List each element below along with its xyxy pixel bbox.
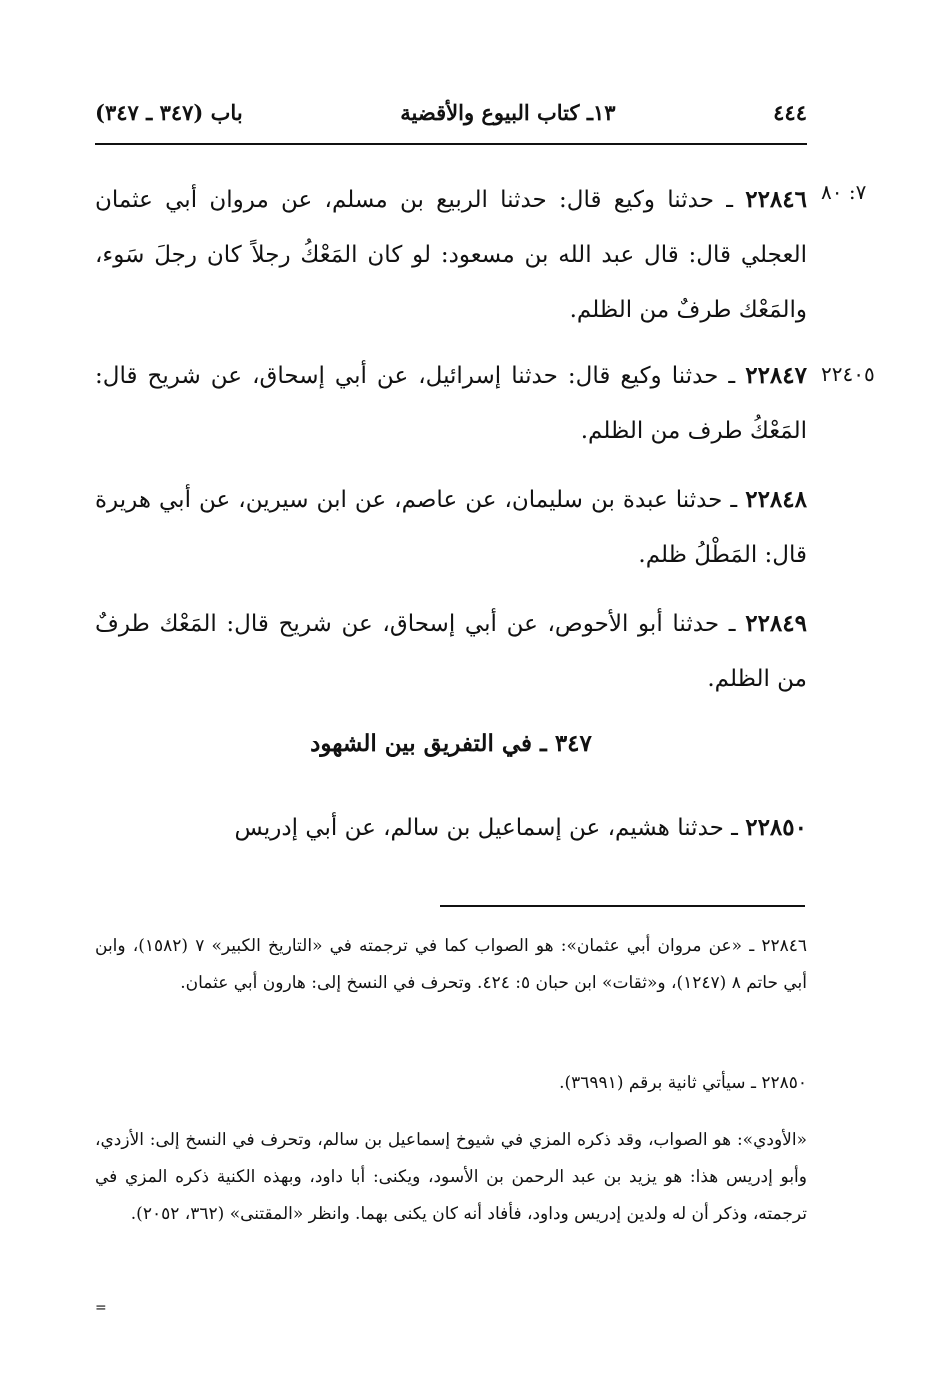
- margin-ref: ٧: ٨٠: [821, 180, 867, 204]
- header-rule: [95, 143, 807, 145]
- hadith-paragraph: [95, 348, 807, 459]
- footnote-rule: [440, 905, 805, 907]
- continuation-mark: =: [95, 1300, 107, 1316]
- book-title: ١٣ـ كتاب البيوع والأقضية: [400, 99, 616, 125]
- hadith-number: ٢٢٨٥٠: [745, 814, 807, 841]
- hadith-text: ـ حدثنا وكيع قال: حدثنا الربيع بن مسلم، عن مروان أبي عثمان العجلي قال: قال عبد الله بن مسعود: لو كان المَعْكُ رجلاً كان رجلَ سَوء، والمَعْك طرفٌ من الظلم.: [95, 187, 807, 323]
- hadith-paragraph: [95, 596, 807, 707]
- section-title: ٣٤٧ ـ في التفريق بين الشهود: [310, 730, 592, 757]
- page-number: ٤٤٤: [773, 99, 807, 125]
- chapter-range: باب (٣٤٧ ـ ٣٤٧): [95, 99, 243, 125]
- footnote: ٢٢٨٤٦ ـ «عن مروان أبي عثمان»: هو الصواب كما في ترجمته في «التاريخ الكبير» ٧ (١٥٨٢)، وابن أبي حاتم ٨ (١٢٤٧)، و«ثقات» ابن حبان ٥: ٤٢٤. وتحرف في النسخ إلى: هارون أبي عثمان.: [95, 936, 807, 993]
- hadith-paragraph: [95, 800, 807, 856]
- footnote: «الأودي»: هو الصواب، وقد ذكره المزي في شيوخ إسماعيل بن سالم، وتحرف في النسخ إلى: الأزدي، وأبو إدريس هذا: هو يزيد بن عبد الرحمن بن الأسود، ويكنى: أبا داود، وبهذه الكنية ذكره المزي في ترجمته، وذكر أن له ولدين إدريس وداود، فأفاد أنه كان يكنى بهما. وانظر «المقتنى» (٣٦٢، ٢٠٥٢).: [95, 1130, 807, 1224]
- hadith-number: ٢٢٨٤٩: [745, 610, 807, 637]
- hadith-number: ٢٢٨٤٧: [745, 362, 807, 389]
- hadith-number: ٢٢٨٤٨: [745, 486, 807, 513]
- hadith-number: ٢٢٨٤٦: [745, 186, 807, 213]
- hadith-paragraph: [95, 472, 807, 583]
- page-header: [95, 92, 807, 132]
- hadith-text: ـ حدثنا وكيع قال: حدثنا إسرائيل، عن أبي إسحاق، عن شريح قال: المَعْكُ طرف من الظلم.: [95, 363, 807, 444]
- hadith-text: ـ حدثنا أبو الأحوص، عن أبي إسحاق، عن شريح قال: المَعْك طرفٌ من الظلم.: [95, 611, 807, 692]
- footnote: ٢٢٨٥٠ ـ سيأتي ثانية برقم (٣٦٩٩١).: [559, 1073, 807, 1093]
- margin-ref: ٢٢٤٠٥: [821, 362, 875, 386]
- hadith-text: ـ حدثنا عبدة بن سليمان، عن عاصم، عن ابن سيرين، عن أبي هريرة قال: المَطْلُ ظلم.: [95, 487, 807, 568]
- hadith-text: ـ حدثنا هشيم، عن إسماعيل بن سالم، عن أبي إدريس: [234, 815, 746, 841]
- hadith-paragraph: [95, 172, 807, 338]
